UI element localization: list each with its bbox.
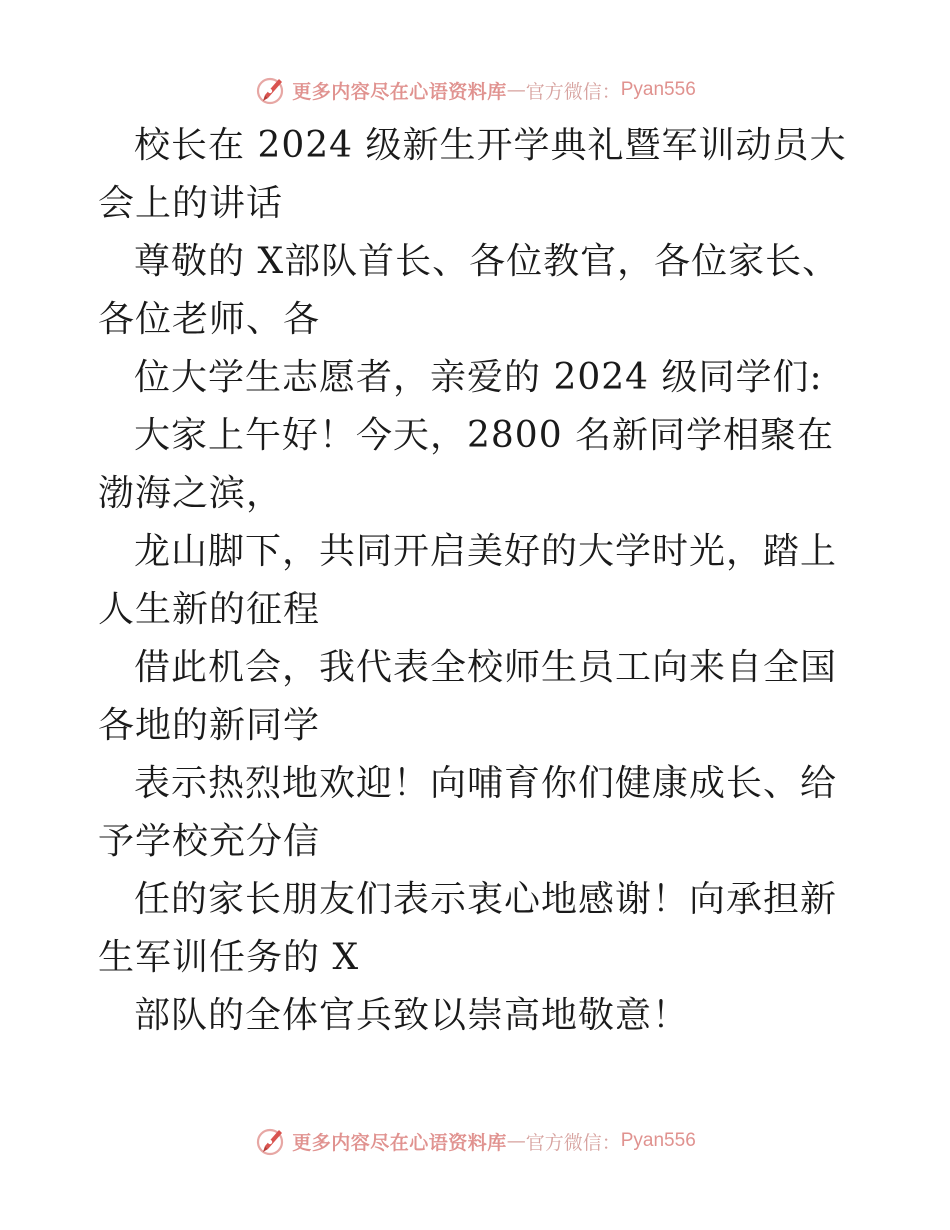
wechat-label: 官方微信：: [525, 1131, 621, 1154]
banner-separator: —: [506, 1130, 526, 1152]
wechat-label: 官方微信：: [525, 80, 621, 103]
paragraph-body: 任的家长朋友们表示衷心地感谢！向承担新生军训任务的 X: [98, 879, 838, 978]
wechat-handle: Pyan556: [620, 1130, 696, 1151]
paragraph-body: 借此机会，我代表全校师生员工向来自全国各地的新同学: [98, 647, 838, 746]
paragraph-body: 龙山脚下，共同开启美好的大学时光，踏上人生新的征程: [98, 531, 838, 630]
header-banner: [0, 70, 950, 110]
paragraph-salutation: 尊敬的 X部队首长、各位教官，各位家长、各位老师、各: [98, 241, 840, 340]
site-name-text: 更多内容尽在心语资料库: [292, 1131, 507, 1154]
wechat-handle: Pyan556: [620, 79, 696, 100]
quill-pen-icon: [254, 1124, 288, 1158]
paragraph-title: 校长在 2024 级新生开学典礼暨军训动员大会上的讲话: [98, 125, 847, 224]
banner-separator: —: [506, 79, 526, 101]
document-body: [98, 117, 858, 1045]
paragraph-body: 部队的全体官兵致以崇高地敬意！: [134, 995, 690, 1036]
site-name-text: 更多内容尽在心语资料库: [292, 80, 507, 103]
paragraph-body: 表示热烈地欢迎！向哺育你们健康成长、给予学校充分信: [98, 763, 838, 862]
paragraph-greeting: 大家上午好！今天，2800 名新同学相聚在渤海之滨，: [98, 415, 835, 514]
quill-pen-icon: [254, 73, 288, 107]
paragraph-salutation-cont: 位大学生志愿者，亲爱的 2024 级同学们:: [134, 357, 823, 398]
footer-banner: [0, 1121, 950, 1161]
